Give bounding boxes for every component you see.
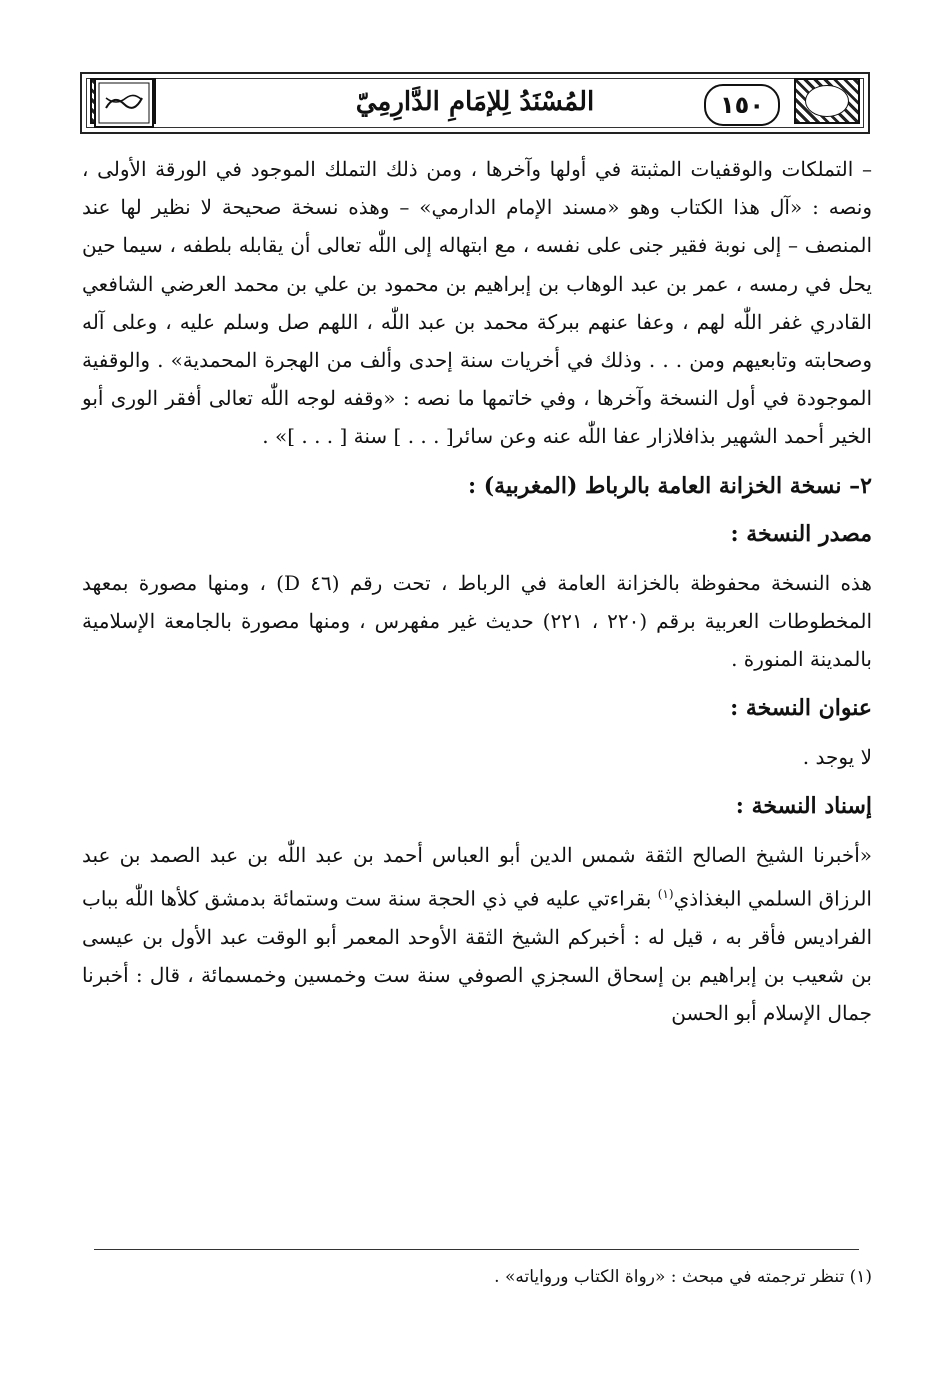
paragraph-copy-title: لا يوجد . <box>802 745 872 770</box>
isnad-text-part1: «أخبرنا الشيخ الصالح الثقة شمس الدين أبو العباس أحمد بن عبد اللّٰه بن عبد الصمد بن عبد الرزاق السلمي البغذاذي <box>82 843 872 911</box>
running-header <box>80 72 870 134</box>
book-seal-logo <box>94 78 154 128</box>
paragraph-copy-isnad <box>82 836 872 1032</box>
footnote-separator <box>94 1249 859 1250</box>
subheading-copy-title: عنوان النسخة : <box>730 695 872 722</box>
page-number: ١٥٠ <box>704 84 780 126</box>
paragraph-copy-source: هذه النسخة محفوظة بالخزانة العامة في الرباط ، تحت رقم (٤٦ D) ، ومنها مصورة بمعهد المخطوطات العربية برقم (٢٢٠ ، ٢٢١) حديث غير مفهرس ، ومنها مصورة بالجامعة الإسلامية بالمدينة المنورة . <box>82 570 872 672</box>
footnote: (١) تنظر ترجمته في مبحث : «رواة الكتاب ورواياته» . <box>494 1267 872 1287</box>
footnote-marker: (١) <box>657 886 674 901</box>
header-ornament-right <box>794 78 860 124</box>
header-title: المُسْنَدُ لِلإمَامِ الدَّارِمِيّ <box>355 87 595 117</box>
section-heading-rabat-copy: ٢– نسخة الخزانة العامة بالرباط (المغربية) : <box>467 472 872 499</box>
subheading-copy-isnad: إسناد النسخة : <box>735 793 872 820</box>
isnad-text-part2: بقراءتي عليه في ذي الحجة سنة ست وستمائة بدمشق كلأها اللّٰه بباب الفراديس فأقر به ، قيل له : أخبركم الشيخ الثقة الأوحد المعمر أبو الوقت عبد الأول بن عيسى بن شعيب بن إبراهيم بن إسحاق السجزي الصوفي سنة ست وخمسين وخمسمائة ، قال : أخبرنا جمال الإسلام أبو الحسن <box>82 886 872 1025</box>
subheading-copy-source: مصدر النسخة : <box>730 520 872 547</box>
page-body <box>82 150 872 1032</box>
ornament-medallion-right <box>805 85 849 117</box>
paragraph-ownership-notes: – التملكات والوقفيات المثبتة في أولها وآخرها ، ومن ذلك التملك الموجود في الورقة الأولى ، ونصه : «آل هذا الكتاب وهو «مسند الإمام الدارمي» – وهذه نسخة صحيحة لا نظير لها عند المنصف – إلى نوبة فقير جنى على نفسه ، مع ابتهاله إلى اللّٰه تعالى أن يقابله بلطفه ، سيما حين يحل في رمسه ، عمر بن عبد الوهاب بن إبراهيم بن محمود بن علي بن محمد العرضي الشافعي القادري غفر اللّٰه لهم ، وعفا عنهم ببركة محمد بن عبد اللّٰه ، اللهم صل وسلم عليه ، وعلى آله وصحابته وتابعيهم ومن . . . وذلك في أخريات سنة إحدى وألف من الهجرة المحمدية» . والوقفية الموجودة في أول النسخة وآخرها ، وفي خاتمها ما نصه : «وقفه لوجه اللّٰه تعالى أفقر الورى أبو الخير أحمد الشهير بذافلازار عفا اللّٰه عنه وعن سائر[ . . . ] سنة [ . . . ]» . <box>82 157 872 449</box>
